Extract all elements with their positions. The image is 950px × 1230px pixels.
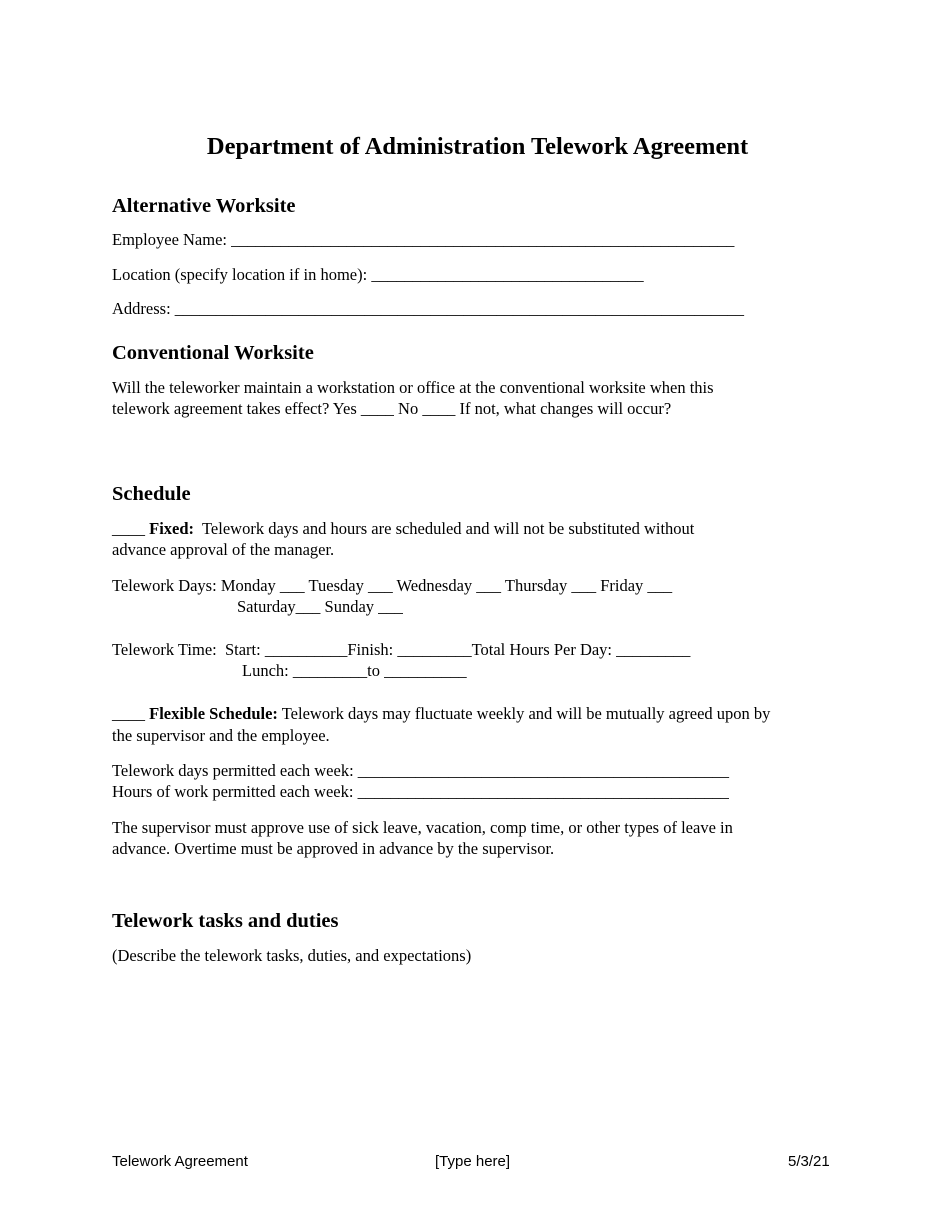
schedule-heading: Schedule	[112, 483, 191, 505]
fixed-schedule-line-2: advance approval of the manager.	[112, 540, 335, 559]
address-field: Address: _____________________________________________________________________	[112, 299, 745, 318]
days-permitted-field: Telework days permitted each week: _____________________________________________	[112, 761, 730, 780]
fixed-schedule-line-1	[112, 519, 694, 539]
flexible-blank: ____	[112, 704, 150, 723]
conventional-question-line-2: telework agreement takes effect? Yes ____ No ____ If not, what changes will occur?	[112, 399, 672, 418]
document-title: Department of Administration Telework Agreement	[206, 133, 749, 160]
flexible-schedule-line-1	[112, 704, 770, 724]
telework-days-line-1: Telework Days: Monday ___ Tuesday ___ Wednesday ___ Thursday ___ Friday ___	[112, 576, 673, 595]
telework-time-line-2: Lunch: _________to __________	[242, 661, 467, 680]
location-field: Location (specify location if in home): _________________________________	[112, 265, 644, 284]
flexible-text: Telework days may fluctuate weekly and will be mutually agreed upon by	[277, 704, 771, 723]
footer-center: [Type here]	[435, 1153, 511, 1170]
footer-left: Telework Agreement	[112, 1153, 248, 1170]
alternative-worksite-heading: Alternative Worksite	[112, 195, 296, 217]
fixed-label: Fixed:	[149, 519, 195, 538]
leave-policy-line-2: advance. Overtime must be approved in advance by the supervisor.	[112, 839, 555, 858]
footer-date: 5/3/21	[788, 1153, 830, 1170]
telework-time-line-1: Telework Time: Start: __________Finish: _________Total Hours Per Day: _________	[112, 640, 691, 659]
flexible-label: Flexible Schedule:	[149, 704, 278, 723]
telework-tasks-heading: Telework tasks and duties	[112, 910, 339, 932]
flexible-schedule-line-2: the supervisor and the employee.	[112, 726, 330, 745]
telework-tasks-description: (Describe the telework tasks, duties, and expectations)	[112, 946, 472, 965]
telework-days-line-2: Saturday___ Sunday ___	[237, 597, 403, 616]
hours-permitted-field: Hours of work permitted each week: _____________________________________________	[112, 782, 729, 801]
fixed-text: Telework days and hours are scheduled and will not be substituted without	[194, 519, 695, 538]
leave-policy-line-1: The supervisor must approve use of sick leave, vacation, comp time, or other types of leave in	[112, 818, 733, 837]
conventional-question-line-1: Will the teleworker maintain a workstation or office at the conventional worksite when this	[112, 378, 714, 397]
conventional-worksite-heading: Conventional Worksite	[112, 342, 314, 364]
fixed-blank: ____	[112, 519, 150, 538]
employee-name-field: Employee Name: _____________________________________________________________	[112, 230, 735, 249]
